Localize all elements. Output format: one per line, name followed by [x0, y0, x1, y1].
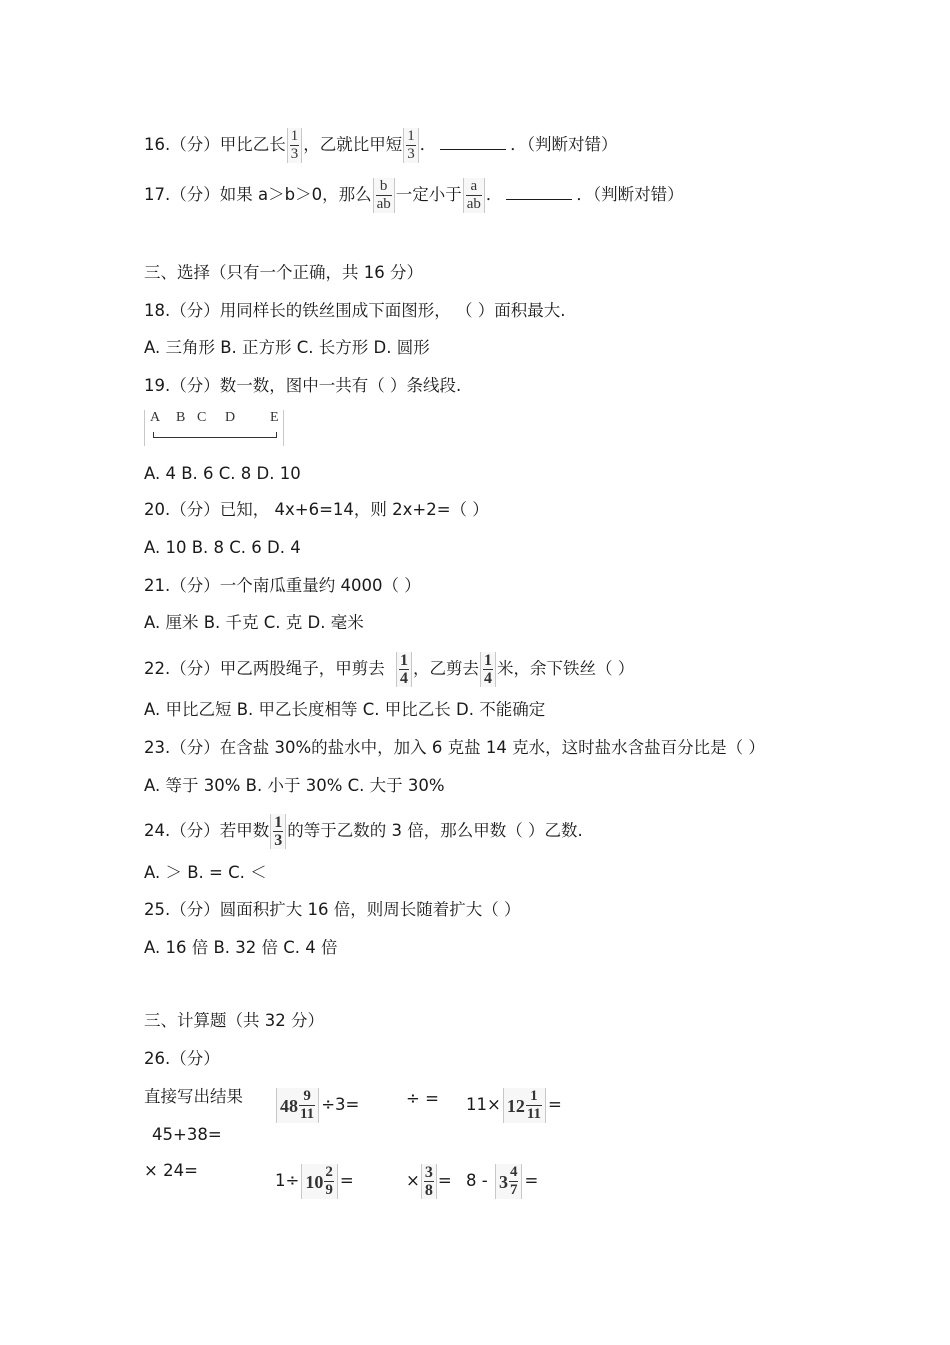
q22-fraction-2: $\frac{1}{4}$ [480, 652, 496, 687]
q22-options: A. 甲比乙短 B. 甲乙长度相等 C. 甲比乙长 D. 不能确定 [144, 700, 546, 719]
question-24 [144, 814, 583, 849]
question-17: 17.（分）如果 a＞b＞0，那么 $\frac{b}{ab}$ 一定小于 $\frac{a}{ab}$ ． ．（判断对错） [144, 178, 684, 212]
point-label-e: E [270, 410, 279, 425]
q26-expr-2: ÷ = [406, 1089, 439, 1108]
q17-answer-blank[interactable] [506, 185, 572, 200]
q24-lead: 24.（分）若甲数 [144, 821, 270, 840]
q23-options: A. 等于 30% B. 小于 30% C. 大于 30% [144, 776, 445, 795]
line-segment [153, 437, 277, 438]
point-label-b: B [176, 410, 186, 425]
q26-label: 直接写出结果 [144, 1087, 243, 1106]
q17-lead: 17.（分）如果 a＞b＞0，那么 [144, 185, 372, 204]
q21-options: A. 厘米 B. 千克 C. 克 D. 毫米 [144, 613, 364, 632]
q22-fraction-1: $\frac{1}{4}$ [396, 652, 412, 687]
question-23: 23.（分）在含盐 30%的盐水中，加入 6 克盐 14 克水，这时盐水含盐百分比是（ ） [144, 738, 765, 757]
q26-expr-7: × $\frac{3}{8}$ = [406, 1164, 452, 1199]
mixed-number: 48 $\frac{9}{11}$ [276, 1088, 319, 1123]
question-25: 25.（分）圆面积扩大 16 倍，则周长随着扩大（ ） [144, 900, 521, 919]
mixed-number: 3 $\frac{4}{7}$ [495, 1164, 523, 1199]
mixed-number: 12 $\frac{1}{11}$ [503, 1088, 546, 1123]
q22-mid: ，乙剪去 [413, 659, 479, 678]
q26-expr-8: 8 - 3 $\frac{4}{7}$ = [466, 1164, 539, 1198]
section-heading-choice: 三、选择（只有一个正确，共 16 分） [144, 263, 423, 282]
q26-expr-4: 45+38= [152, 1125, 222, 1144]
section-heading-calc: 三、计算题（共 32 分） [144, 1011, 324, 1030]
q17-fraction-2: $\frac{a}{ab}$ [463, 178, 485, 213]
question-18: 18.（分）用同样长的铁丝围成下面图形， （ ）面积最大. [144, 301, 566, 320]
q16-fraction-1: $\frac{1}{3}$ [287, 128, 303, 163]
segment-tick [153, 432, 154, 438]
mixed-number: 10 $\frac{2}{9}$ [301, 1164, 338, 1199]
q24-end: 的等于乙数的 3 倍，那么甲数（ ）乙数. [287, 821, 583, 840]
line-segment-figure [144, 410, 284, 446]
question-19: 19.（分）数一数，图中一共有（ ）条线段. [144, 376, 462, 395]
q24-fraction: $\frac{1}{3}$ [270, 814, 286, 849]
question-21: 21.（分）一个南瓜重量约 4000（ ） [144, 576, 421, 595]
q26-expr-6: 1÷ 10 $\frac{2}{9}$ = [275, 1164, 354, 1198]
question-26: 26.（分） [144, 1049, 220, 1068]
segment-tick [276, 432, 277, 438]
q17-tail: ．（判断对错） [576, 185, 684, 204]
question-22 [144, 652, 634, 687]
point-label-a: A [150, 410, 161, 425]
q16-tail: ．（判断对错） [510, 135, 618, 154]
q24-options: A. ＞ B. = C. ＜ [144, 863, 267, 882]
question-20: 20.（分）已知， 4x+6=14，则 2x+2=（ ） [144, 500, 489, 519]
point-label-c: C [197, 410, 207, 425]
q22-end: 米，余下铁丝（ ） [497, 659, 635, 678]
q26-expr-1: 48 $\frac{9}{11}$ ÷3= [274, 1088, 359, 1123]
question-16: 16.（分）甲比乙长 $\frac{1}{3}$ ，乙就比甲短 $\frac{1}{3}$ ． ．（判断对错） [144, 128, 618, 162]
q16-mid: ，乙就比甲短 [303, 135, 403, 154]
q22-lead: 22.（分）甲乙两股绳子，甲剪去 [144, 659, 385, 678]
q16-lead: 16.（分）甲比乙长 [144, 135, 286, 154]
q19-options: A. 4 B. 6 C. 8 D. 10 [144, 464, 301, 483]
q18-options: A. 三角形 B. 正方形 C. 长方形 D. 圆形 [144, 338, 430, 357]
point-label-d: D [225, 410, 236, 425]
q25-options: A. 16 倍 B. 32 倍 C. 4 倍 [144, 938, 338, 957]
q17-mid: 一定小于 [395, 185, 462, 204]
q16-answer-blank[interactable] [440, 135, 506, 150]
q26-expr-5: × 24= [144, 1161, 198, 1180]
q26-expr-3: 11× 12 $\frac{1}{11}$ = [466, 1088, 562, 1122]
fraction: $\frac{3}{8}$ [421, 1164, 437, 1199]
q17-fraction-1: $\frac{b}{ab}$ [373, 178, 395, 213]
q20-options: A. 10 B. 8 C. 6 D. 4 [144, 538, 301, 557]
q16-fraction-2: $\frac{1}{3}$ [403, 128, 419, 163]
